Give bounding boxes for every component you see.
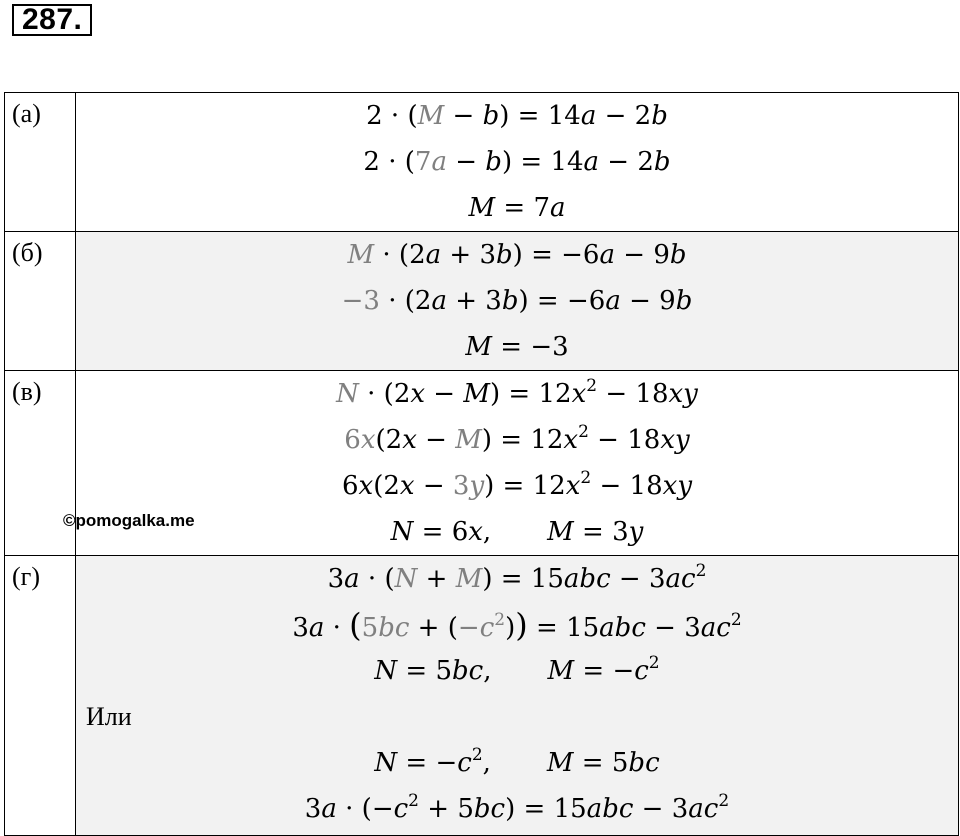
equation-line: $N \cdot (2x - M) = 12x^2 - 18xy$ [336,376,698,409]
row-label-cell [5,232,76,371]
equation-line: $6x(2x - M) = 12x^2 - 18xy$ [344,422,690,455]
equation-line: M = 7a [468,193,566,223]
equation-line: $3a \cdot (N + M) = 15abc - 3ac^2$ [327,561,707,594]
row-label: (в) [12,377,42,406]
row-label-cell [5,371,195,556]
problem-number: 287. [12,4,92,36]
or-text: Или [86,702,132,731]
row-content [76,93,959,232]
row-content [76,232,959,371]
equation-line: 2 · (M − b) = 14a − 2b [366,101,668,131]
equation-line: N = 6x, M = 3y [390,517,644,547]
row-label-cell [5,93,76,232]
row-label: (г) [12,562,40,591]
solution-table [4,92,959,836]
equation-line: M · (2a + 3b) = −6a − 9b [347,240,687,270]
equation-line: 2 · (7a − b) = 14a − 2b [363,147,671,177]
equation-line: $3a \cdot (5bc + (-c^2)) = 15abc - 3ac^2$ [292,606,742,644]
equation-line: $3a \cdot (-c^2 + 5bc) = 15abc - 3ac^2$ [304,791,730,824]
equation-line: N = 5bc, $M = -c^2$ [374,653,660,686]
table-row [5,232,959,371]
table-row [5,371,959,556]
equation-line: $N = -c^2$, M = 5bc [374,745,660,778]
equation-line: $6x(2x - 3y) = 12x^2 - 18xy$ [341,468,693,501]
row-label: (б) [12,238,43,267]
row-label: (а) [12,99,41,128]
row-content [76,371,959,556]
row-label-cell [5,556,76,836]
table-row [5,556,959,836]
table-row [5,93,959,232]
equation-line: M = −3 [465,332,569,362]
equation-line: −3 · (2a + 3b) = −6a − 9b [341,286,693,316]
row-content [76,556,959,836]
watermark: ©pomogalka.me [63,511,195,530]
